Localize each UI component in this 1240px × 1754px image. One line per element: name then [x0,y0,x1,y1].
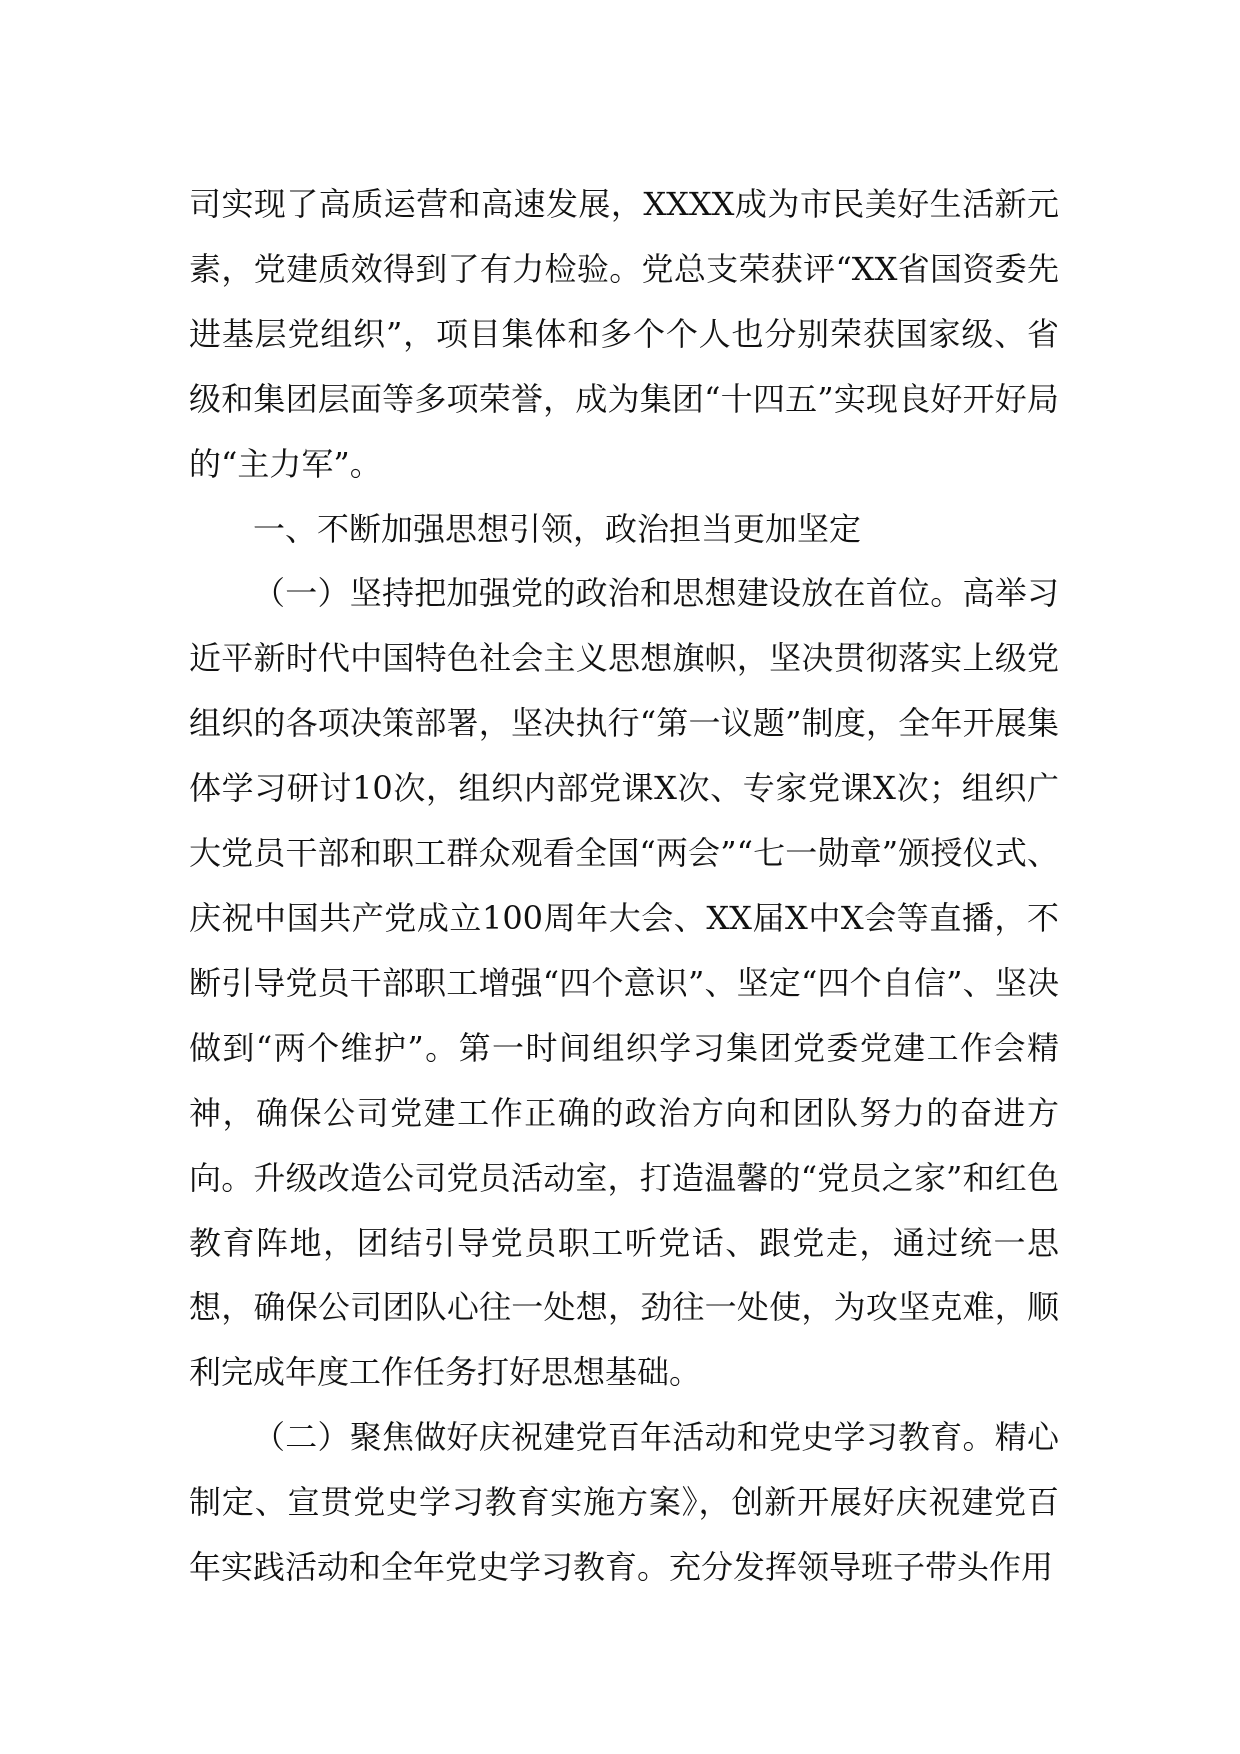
document-body [189,172,1059,1600]
paragraph-item-2: （二）聚焦做好庆祝建党百年活动和党史学习教育。精心制定、宣贯党史学习教育实施方案》，创新开展好庆祝建党百年实践活动和全年党史学习教育。充分发挥领导班子带头作用 [189,1418,1059,1587]
paragraph-item-1: （一）坚持把加强党的政治和思想建设放在首位。高举习近平新时代中国特色社会主义思想旗帜，坚决贯彻落实上级党组织的各项决策部署，坚决执行“第一议题”制度，全年开展集体学习研讨10次，组织内部党课X次、专家党课X次；组织广大党员干部和职工群众观看全国“两会”“七一勋章”颁授仪式、庆祝中国共产党成立100周年大会、XX届X中X会等直播，不断引导党员干部职工增强“四个意识”、坚定“四个自信”、坚决做到“两个维护”。第一时间组织学习集团党委党建工作会精神，确保公司党建工作正确的政治方向和团队努力的奋进方向。升级改造公司党员活动室，打造温馨的“党员之家”和红色教育阵地，团结引导党员职工听党话、跟党走，通过统一思想，确保公司团队心往一处想，劲往一处使，为攻坚克难，顺利完成年度工作任务打好思想基础。 [189,574,1059,1392]
paragraph-continuation: 司实现了高质运营和高速发展，XXXX成为市民美好生活新元素，党建质效得到了有力检验。党总支荣获评“XX省国资委先进基层党组织”，项目集体和多个个人也分别荣获国家级、省级和集团层面等多项荣誉，成为集团“十四五”实现良好开好局的“主力军”。 [189,185,1059,483]
section-heading: 一、不断加强思想引领，政治担当更加坚定 [253,509,862,548]
